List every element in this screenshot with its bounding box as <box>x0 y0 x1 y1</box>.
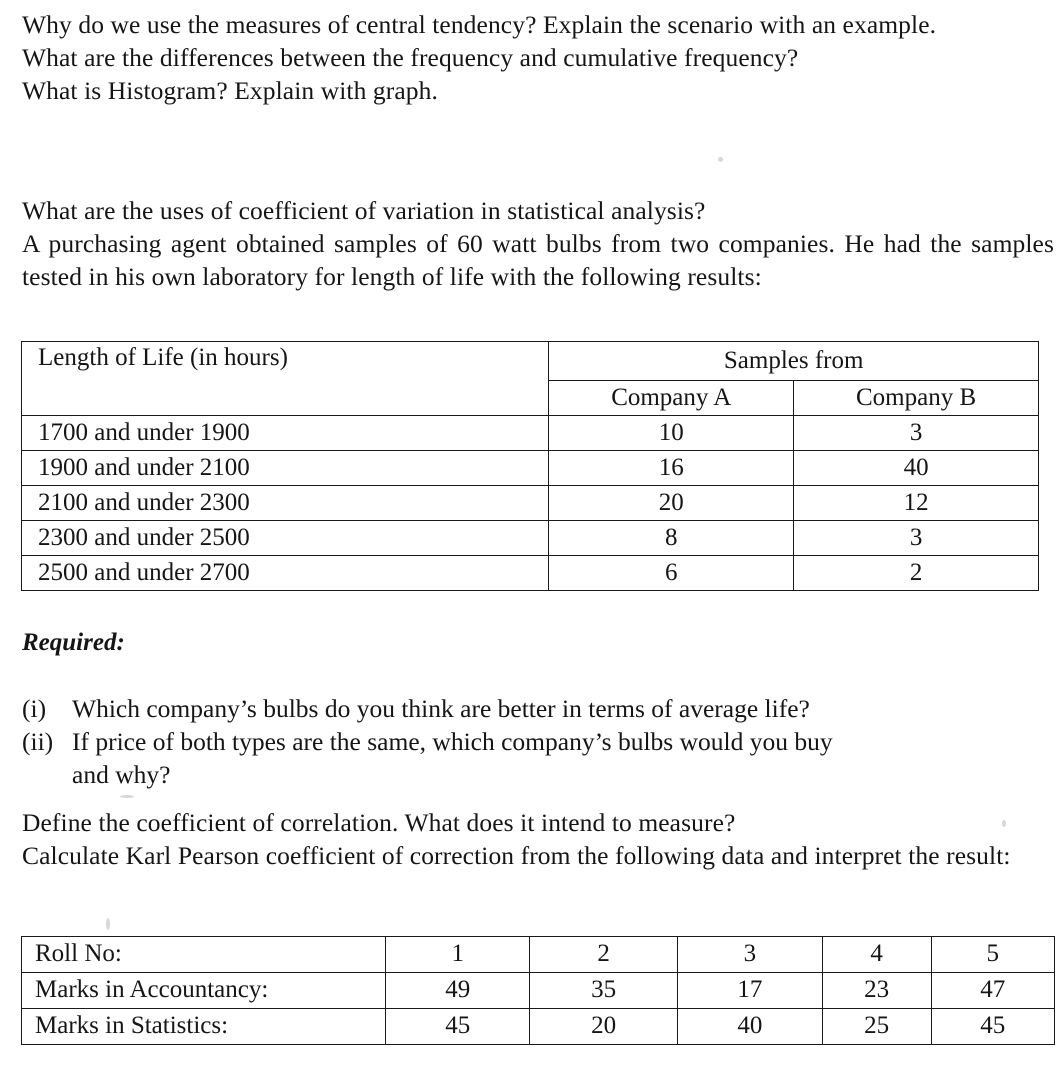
question-line-central-tendency: Why do we use the measures of central tendency? Explain the scenario with an example. <box>22 10 937 39</box>
marks-cell: 4 <box>822 937 931 973</box>
list-item <box>22 692 1054 725</box>
marks-cell: 20 <box>530 1009 678 1045</box>
marks-cell: 40 <box>677 1009 822 1045</box>
bulb-table-subheader-company-b: Company B <box>794 381 1039 416</box>
question-block-one <box>22 8 1054 107</box>
table-row <box>22 937 1055 973</box>
marks-cell: 35 <box>530 973 678 1009</box>
marks-row-label: Marks in Statistics: <box>22 1009 386 1045</box>
bulb-company-b-value: 3 <box>794 521 1039 556</box>
marks-row-label: Roll No: <box>22 937 386 973</box>
table-row <box>22 973 1055 1009</box>
bulb-table-group-header: Samples from <box>549 342 1039 381</box>
list-item-continuation: and why? <box>72 760 171 789</box>
question-block-two <box>22 194 1054 293</box>
bulb-table-row-label-header: Length of Life (in hours) <box>22 342 549 416</box>
bulb-company-b-value: 40 <box>794 451 1039 486</box>
marks-cell: 47 <box>931 973 1054 1009</box>
question-line-purchasing-agent: A purchasing agent obtained samples of 60 watt bulbs from two companies. He had the samples tested in his own laboratory for length of life with the following results: <box>22 229 1054 291</box>
list-item-marker: (i) <box>22 694 47 723</box>
scan-speck <box>120 795 134 798</box>
table-row <box>22 416 1039 451</box>
question-line-histogram: What is Histogram? Explain with graph. <box>22 76 438 105</box>
marks-row-label: Marks in Accountancy: <box>22 973 386 1009</box>
question-line-coefficient-variation: What are the uses of coefficient of variation in statistical analysis? <box>22 196 706 225</box>
list-item-label: Which company’s bulbs do you think are better in terms of average life? <box>72 694 810 723</box>
required-list <box>22 692 1054 791</box>
question-line-frequency: What are the differences between the frequency and cumulative frequency? <box>22 43 799 72</box>
question-line-correlation-definition: Define the coefficient of correlation. What does it intend to measure? <box>22 808 736 837</box>
bulb-company-a-value: 16 <box>549 451 794 486</box>
marks-cell: 45 <box>931 1009 1054 1045</box>
table-row <box>22 521 1039 556</box>
table-row <box>22 486 1039 521</box>
marks-cell: 45 <box>386 1009 530 1045</box>
bulb-table-subheader-company-a: Company A <box>549 381 794 416</box>
bulb-range-label: 2300 and under 2500 <box>22 521 549 556</box>
marks-cell: 49 <box>386 973 530 1009</box>
question-block-three <box>22 806 1054 872</box>
marks-cell: 25 <box>822 1009 931 1045</box>
bulb-range-label: 1900 and under 2100 <box>22 451 549 486</box>
table-header-row-group <box>22 342 1039 381</box>
question-line-karl-pearson: Calculate Karl Pearson coefficient of correction from the following data and interpret the result: <box>22 841 1011 870</box>
marks-cell: 3 <box>677 937 822 973</box>
bulb-range-label: 1700 and under 1900 <box>22 416 549 451</box>
marks-cell: 5 <box>931 937 1054 973</box>
list-item-marker: (ii) <box>22 727 54 756</box>
bulb-company-a-value: 8 <box>549 521 794 556</box>
bulb-company-a-value: 10 <box>549 416 794 451</box>
scan-speck <box>718 157 723 162</box>
required-heading: Required: <box>22 629 125 656</box>
bulb-company-b-value: 12 <box>794 486 1039 521</box>
bulb-company-b-value: 3 <box>794 416 1039 451</box>
marks-cell: 23 <box>822 973 931 1009</box>
table-row <box>22 1009 1055 1045</box>
marks-cell: 2 <box>530 937 678 973</box>
bulb-company-a-value: 20 <box>549 486 794 521</box>
marks-cell: 1 <box>386 937 530 973</box>
scan-speck <box>106 918 110 930</box>
list-item-label: If price of both types are the same, which company’s bulbs would you buy <box>72 727 833 756</box>
list-item <box>22 725 1054 758</box>
bulb-range-label: 2100 and under 2300 <box>22 486 549 521</box>
table-row <box>22 451 1039 486</box>
bulb-range-label: 2500 and under 2700 <box>22 556 549 591</box>
marks-correlation-table <box>21 936 1055 1045</box>
bulb-company-b-value: 2 <box>794 556 1039 591</box>
bulb-company-a-value: 6 <box>549 556 794 591</box>
bulb-samples-table <box>21 341 1039 591</box>
marks-cell: 17 <box>677 973 822 1009</box>
table-row <box>22 556 1039 591</box>
